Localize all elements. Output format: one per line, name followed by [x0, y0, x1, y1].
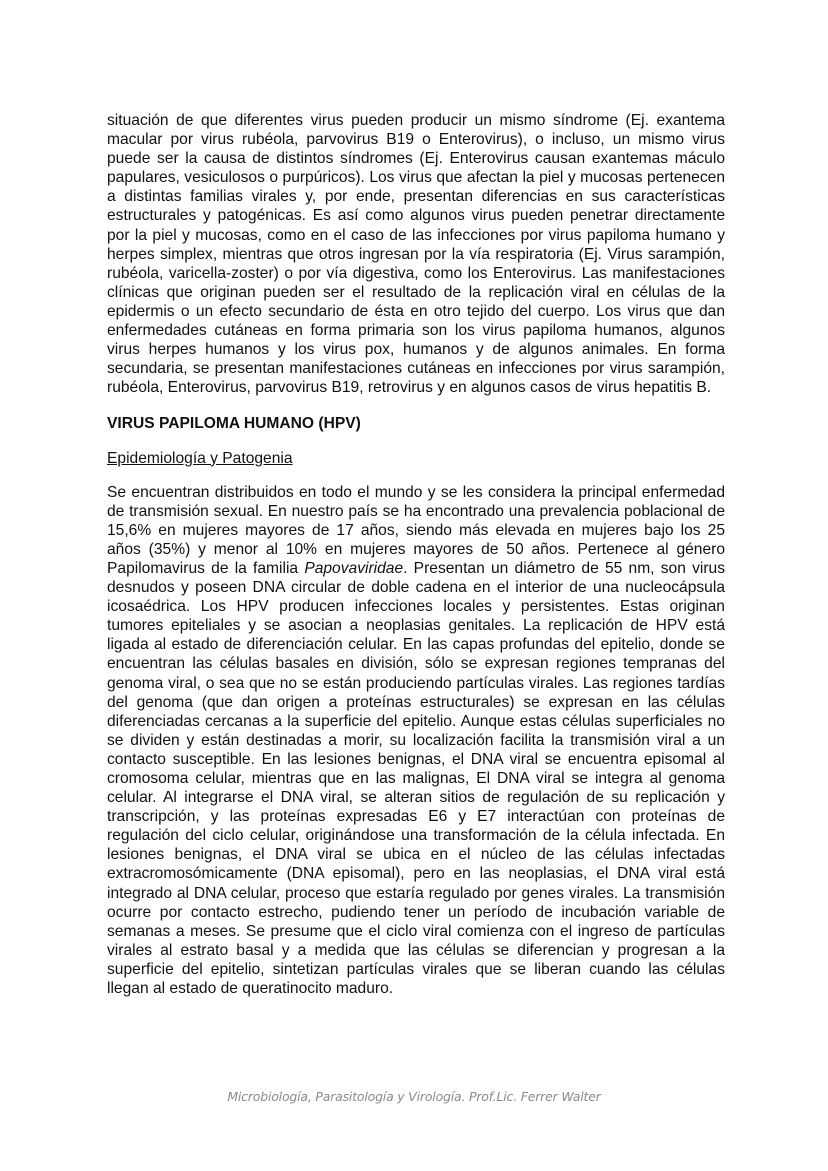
document-page	[107, 111, 725, 998]
paragraph-text-part-1: Se encuentran distribuidos en todo el mundo y se les considera la principal enfermedad de transmisión sexual. En nuestro país se ha encontrado una prevalencia poblacional de 15,6% en mujeres mayores de 17 años, siendo más elevada en mujeres bajo los 25 años (35%) y menor al 10% en mujeres mayores de 50 años. Pertenece al género Papilomavirus de la familia	[107, 483, 725, 577]
body-paragraph-intro: situación de que diferentes virus pueden producir un mismo síndrome (Ej. exantema macular por virus rubéola, parvovirus B19 o Enterovirus), o incluso, un mismo virus puede ser la causa de distintos síndromes (Ej. Enterovirus causan exantemas máculo papulares, vesiculosos o purpúricos). Los virus que afectan la piel y mucosas pertenecen a distintas familias virales y, por ende, presentan diferencias en sus características estructurales y patogénicas. Es así como algunos virus pueden penetrar directamente por la piel y mucosas, como en el caso de las infecciones por virus papiloma humano y herpes simplex, mientras que otros ingresan por la vía respiratoria (Ej. Virus sarampión, rubéola, varicella-zoster) o por vía digestiva, como los Enterovirus. Las manifestaciones clínicas que originan pueden ser el resultado de la replicación viral en células de la epidermis o un efecto secundario de ésta en otro tejido del cuerpo. Los virus que dan enfermedades cutáneas en forma primaria son los virus papiloma humanos, algunos virus herpes humanos y los virus pox, humanos y de algunos animales. En forma secundaria, se presentan manifestaciones cutáneas en infecciones por virus sarampión, rubéola, Enterovirus, parvovirus B19, retrovirus y en algunos casos de virus hepatitis B.	[107, 112, 725, 397]
paragraph-text-part-2: . Presentan un diámetro de 55 nm, son virus desnudos y poseen DNA circular de doble cadena en el interior de una nucleocápsula icosaédrica. Los HPV producen infecciones locales y persistentes. Estas originan tumores epiteliales y se asocian a neoplasias genitales. La replicación de HPV está ligada al estado de diferenciación celular. En las capas profundas del epitelio, donde se encuentran las células basales en división, sólo se expresan regiones tempranas del genoma viral, o sea que no se están produciendo partículas virales. Las regiones tardías del genoma (que dan origen a proteínas estructurales) se expresan en las células diferenciadas cercanas a la superficie del epitelio. Aunque estas células superficiales no se dividen y están destinadas a morir, su localización facilita la transmisión viral a un contacto susceptible. En las lesiones benignas, el DNA viral se encuentra episomal al cromosoma celular, mientras que en las malignas, El DNA viral se integra al genoma celular. Al integrarse el DNA viral, se alteran sitios de regulación de su replicación y transcripción, y las proteínas expresadas E6 y E7 interactúan con proteínas de regulación del ciclo celular, originándose una transformación de la célula infectada. En lesiones benignas, el DNA viral se ubica en el núcleo de las células infectadas extracromosómicamente (DNA episomal), pero en las neoplasias, el DNA viral está integrado al DNA celular, proceso que estaría regulado por genes virales. La transmisión ocurre por contacto estrecho, pudiendo tener un período de incubación variable de semanas a meses. Se presume que el ciclo viral comienza con el ingreso de partículas virales al estrato basal y a medida que las células se diferencian y progresan a la superficie del epitelio, sintetizan partículas virales que se liberan cuando las células llegan al estado de queratinocito maduro.	[107, 559, 725, 998]
family-name-italic: Papovaviridae	[304, 559, 404, 577]
page-footer: Microbiología, Parasitología y Virología. Prof.Lic. Ferrer Walter	[227, 1089, 601, 1104]
section-subheading: Epidemiología y Patogenia	[107, 449, 293, 467]
section-heading: VIRUS PAPILOMA HUMANO (HPV)	[107, 415, 361, 433]
body-paragraph-epidemiology	[107, 483, 725, 999]
